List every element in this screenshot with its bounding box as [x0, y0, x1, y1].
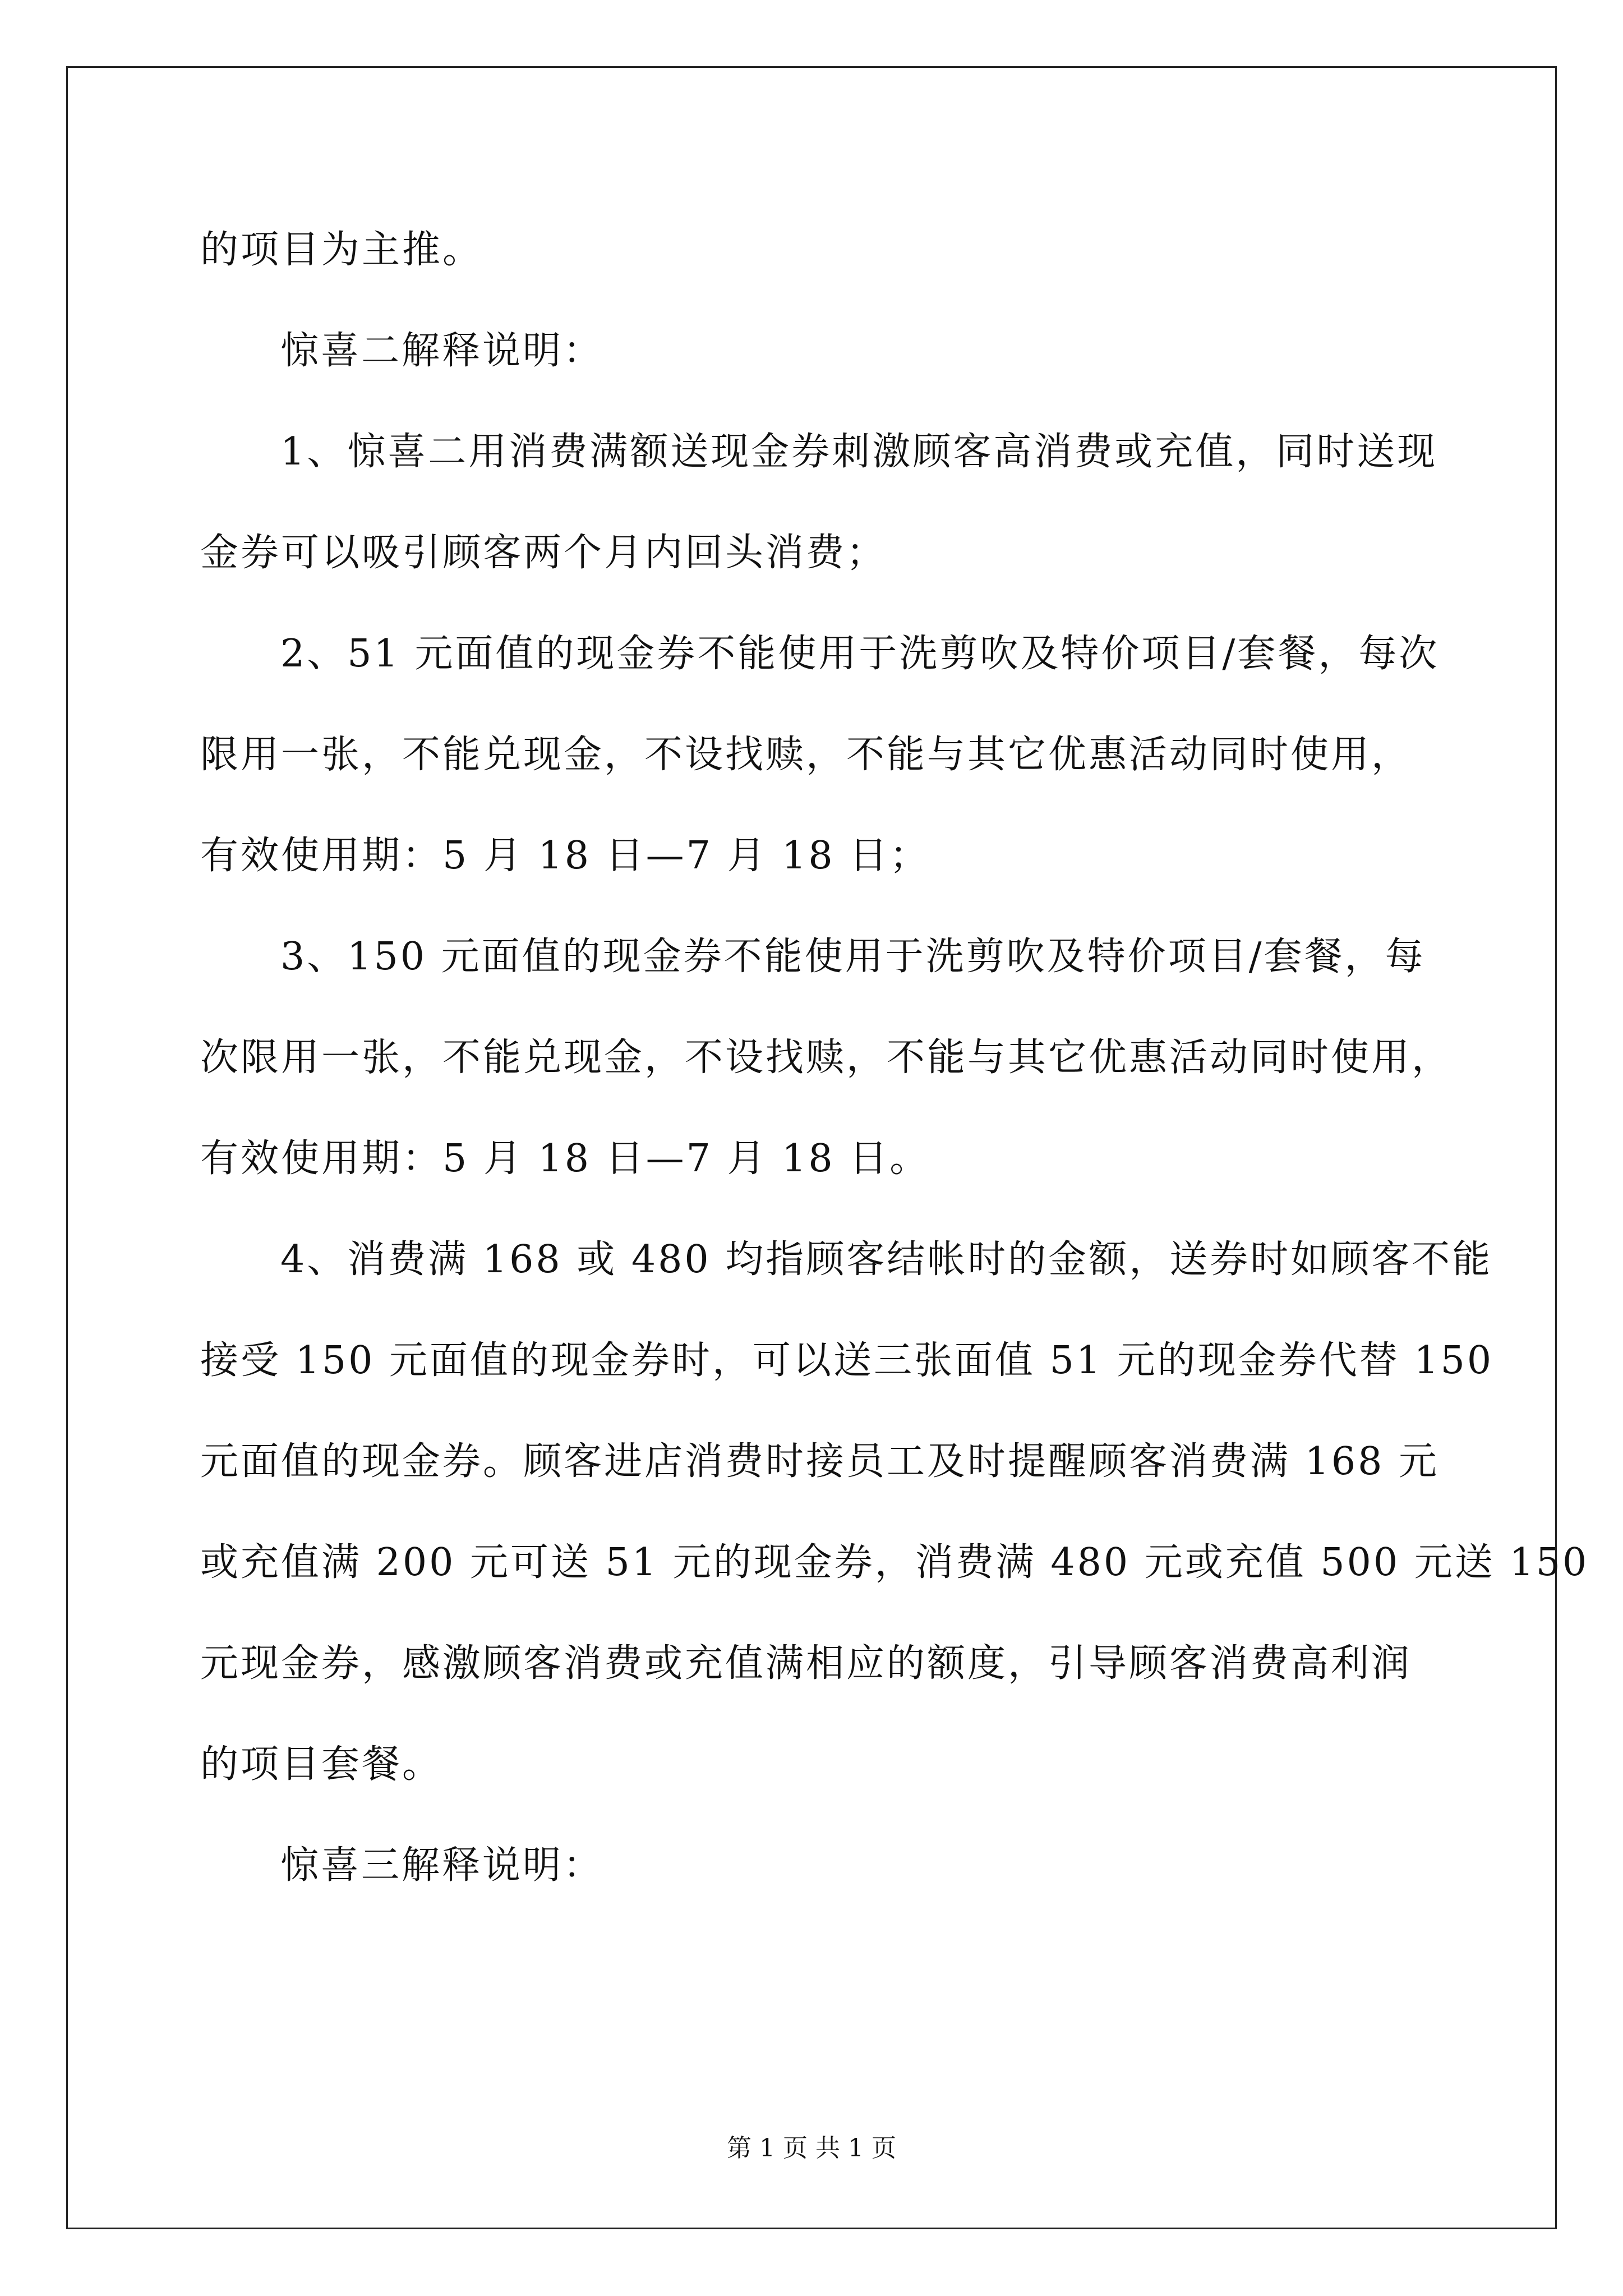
body-line: 1、惊喜二用消费满额送现金券刺激顾客高消费或充值，同时送现 [280, 430, 1438, 474]
body-line: 接受 150 元面值的现金券时，可以送三张面值 51 元的现金券代替 150 [200, 1338, 1494, 1383]
body-line: 的项目套餐。 [200, 1742, 443, 1787]
section-heading: 惊喜二解释说明： [280, 329, 604, 373]
body-line: 有效使用期：5 月 18 日—7 月 18 日。 [200, 1137, 930, 1181]
body-line: 金券可以吸引顾客两个月内回头消费； [200, 531, 887, 575]
body-line: 限用一张，不能兑现金，不设找赎，不能与其它优惠活动同时使用， [200, 733, 1412, 777]
section-heading: 惊喜三解释说明： [280, 1843, 604, 1888]
body-line: 有效使用期：5 月 18 日—7 月 18 日； [200, 834, 930, 878]
body-line: 元现金券，感激顾客消费或充值满相应的额度，引导顾客消费高利润 [200, 1641, 1412, 1686]
body-line: 元面值的现金券。顾客进店消费时接员工及时提醒顾客消费满 168 元 [200, 1439, 1440, 1484]
body-line: 4、消费满 168 或 480 均指顾客结帐时的金额，送券时如顾客不能 [280, 1237, 1493, 1282]
body-line: 次限用一张，不能兑现金，不设找赎，不能与其它优惠活动同时使用， [200, 1036, 1453, 1080]
body-line: 3、150 元面值的现金券不能使用于洗剪吹及特价项目/套餐，每 [280, 935, 1426, 979]
body-line: 的项目为主推。 [200, 228, 483, 272]
body-line: 或充值满 200 元可送 51 元的现金券，消费满 480 元或充值 500 元送 150 [200, 1540, 1589, 1585]
page-number-footer: 第 1 页 共 1 页 [727, 2134, 896, 2162]
body-line: 2、51 元面值的现金券不能使用于洗剪吹及特价项目/套餐，每次 [280, 632, 1440, 676]
